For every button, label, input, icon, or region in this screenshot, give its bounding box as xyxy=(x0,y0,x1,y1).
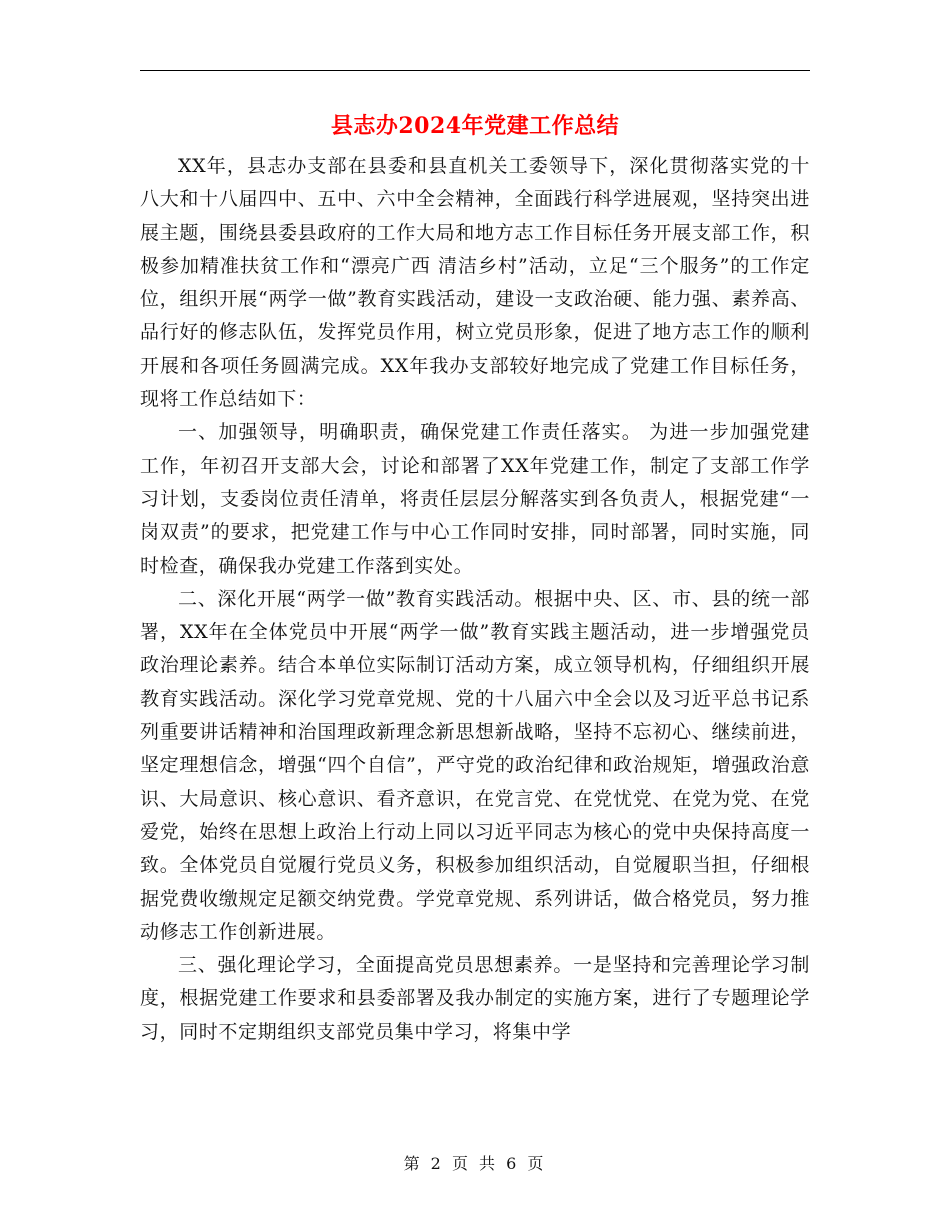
paragraph-section-1: 一、加强领导，明确职责，确保党建工作责任落实。 为进一步加强党建工作，年初召开支部大会，讨论和部署了XX年党建工作，制定了支部工作学习计划，支委岗位责任清单，将责任层层分解落实到各负责人，根据党建“一岗双责”的要求，把党建工作与中心工作同时安排，同时部署，同时实施，同时检查，确保我办党建工作落到实处。 xyxy=(140,421,810,577)
paragraph-section-3: 三、强化理论学习，全面提高党员思想素养。一是坚持和完善理论学习制度，根据党建工作要求和县委部署及我办制定的实施方案，进行了专题理论学习，同时不定期组织支部党员集中学习，将集中学 xyxy=(140,954,810,1043)
page-number-footer: 第 2 页 共 6 页 xyxy=(403,1154,547,1173)
header-rule xyxy=(140,70,810,71)
paragraph-intro: XX年，县志办支部在县委和县直机关工委领导下，深化贯彻落实党的十八大和十八届四中、五中、六中全会精神，全面践行科学进展观，坚持突出进展主题，围绕县委县政府的工作大局和地方志工作目标任务开展支部工作，积极参加精准扶贫工作和“漂亮广西 清洁乡村”活动，立足“三个服务”的工作定位，组织开展“两学一做”教育实践活动，建设一支政治硬、能力强、素养高、品行好的修志队伍，发挥党员作用，树立党员形象，促进了地方志工作的顺利开展和各项任务圆满完成。XX年我办支部较好地完成了党建工作目标任务，现将工作总结如下： xyxy=(140,155,810,411)
paragraph-section-2: 二、深化开展“两学一做”教育实践活动。根据中央、区、市、县的统一部署，XX年在全体党员中开展“两学一做”教育实践主题活动，进一步增强党员政治理论素养。结合本单位实际制订活动方案，成立领导机构，仔细组织开展教育实践活动。深化学习党章党规、党的十八届六中全会以及习近平总书记系列重要讲话精神和治国理政新理念新思想新战略，坚持不忘初心、继续前进，坚定理想信念，增强“四个自信”，严守党的政治纪律和政治规矩，增强政治意识、大局意识、核心意识、看齐意识，在党言党、在党忧党、在党为党、在党爱党，始终在思想上政治上行动上同以习近平同志为核心的党中央保持高度一致。全体党员自觉履行党员义务，积极参加组织活动，自觉履职当担，仔细根据党费收缴规定足额交纳党费。学党章党规、系列讲话，做合格党员，努力推动修志工作创新进展。 xyxy=(140,587,810,943)
document-title: 县志办2024年党建工作总结 xyxy=(330,113,620,139)
document-body xyxy=(140,150,810,1049)
